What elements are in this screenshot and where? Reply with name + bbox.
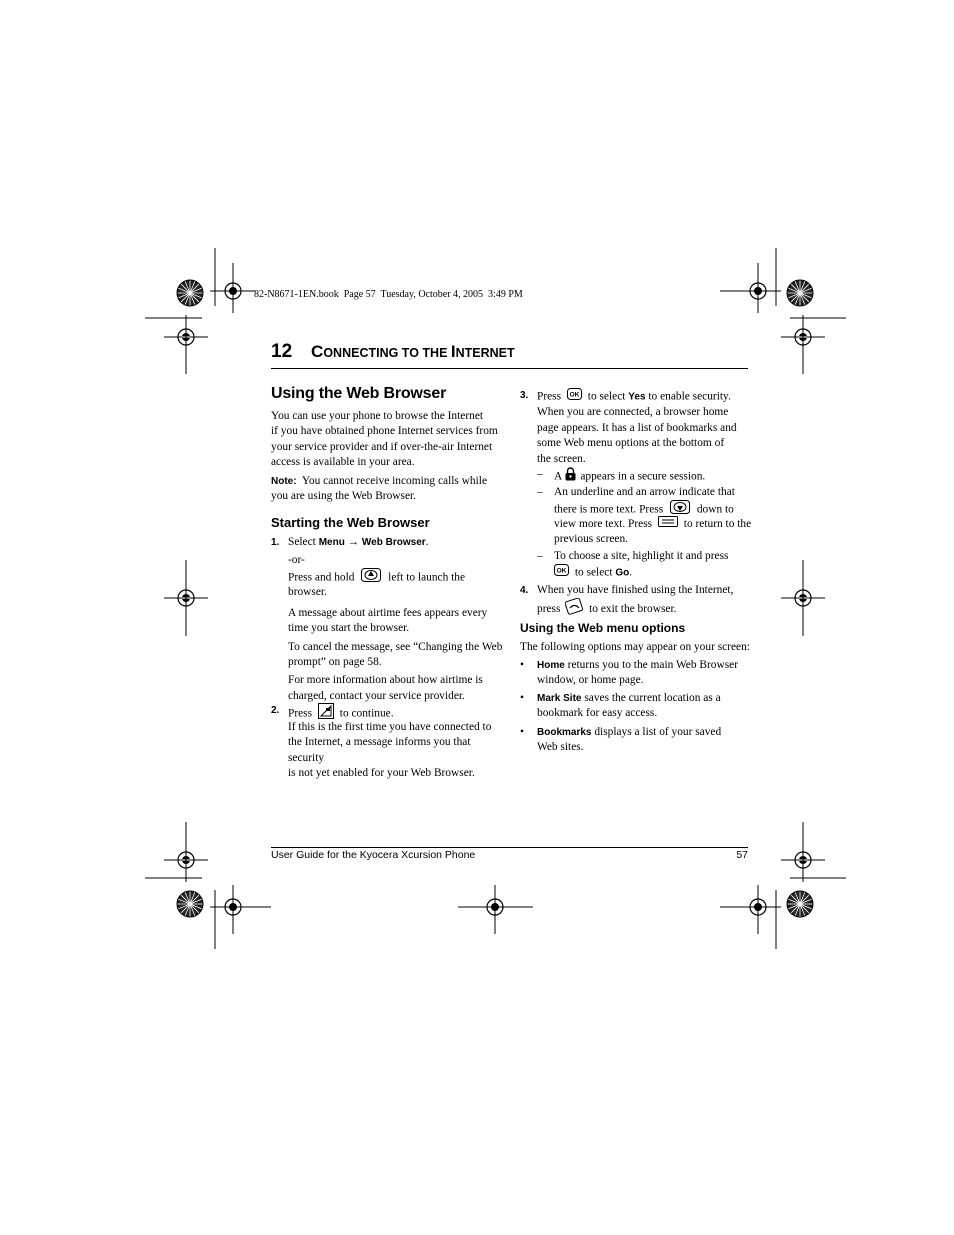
text-line: browser. [288,586,327,599]
text-line: some Web menu options at the bottom of [537,437,725,450]
section-heading: Using the Web Browser [271,385,447,402]
text: . [629,566,633,579]
text-line: When you have finished using the Internet, [537,584,734,596]
back-key-icon [658,516,678,532]
starburst-mark-icon [787,891,813,917]
web-browser-keyword: Web Browser [361,537,426,548]
chapter-title-cap: C [311,342,324,361]
list-item [520,658,755,689]
dash: – [537,550,543,562]
text: saves the current location as a [584,692,721,704]
text-line: Web sites. [537,741,584,754]
left-column [271,384,506,404]
step-number: 3. [520,390,529,401]
footer-title: User Guide for the Kyocera Xcursion Phone [271,849,476,861]
text: to select [574,566,613,579]
step-1 [271,535,506,550]
starburst-mark-icon [787,280,813,306]
text: to continue. [339,707,394,720]
chapter-title-small: ONNECTING TO THE [323,346,451,360]
nav-key-icon [361,568,381,587]
text-line: is not yet enabled for your Web Browser. [288,767,475,780]
text: view more text. Press [554,518,653,531]
text-line: the Internet, a message informs you that [288,736,471,749]
dash: – [537,468,543,480]
step-1-body [288,553,508,704]
text: to return to the [683,518,752,531]
text-line: A message about airtime fees appears every [288,606,488,619]
chapter-title-small: NTERNET [455,346,515,360]
text: A [554,470,562,483]
text-line: To choose a site, highlight it and press [554,550,729,562]
list-item [520,725,755,756]
text-line: bookmark for easy access. [537,707,658,720]
text-line: previous screen. [554,533,629,546]
ok-key-icon [554,564,569,581]
svg-text:OK: OK [556,567,567,575]
text-line: page appears. It has a list of bookmarks and [537,421,737,434]
text-line: An underline and an arrow indicate that [554,486,735,498]
text-line: the screen. [537,452,586,465]
text-line: If this is the first time you have connected to [288,721,492,733]
home-keyword: Home [537,660,565,671]
svg-text:OK: OK [569,391,580,399]
text-line: You cannot receive incoming calls while [301,475,488,487]
text-line: To cancel the message, see “Changing the Web [288,640,503,653]
text-line: For more information about how airtime is [288,674,483,687]
text-line: -or- [288,554,305,566]
list-item [520,691,755,722]
step-number: 1. [271,537,280,548]
dash: – [537,486,543,498]
bullet: • [520,726,524,738]
text-line: security [288,751,325,764]
ok-key-icon [567,388,582,405]
text: Press and hold [288,571,355,584]
yes-keyword: Yes [628,391,646,403]
text-line: When you are connected, a browser home [537,406,729,419]
step-4 [520,583,755,614]
text-line: window, or home page. [537,674,644,687]
text-line: access is available in your area. [271,456,415,469]
text: to select [587,390,626,403]
text: appears in a secure session. [580,470,706,483]
bullet: • [520,659,524,671]
subsection-heading: Starting the Web Browser [271,515,430,530]
text-line: time you start the browser. [288,622,410,635]
text-line: if you have obtained phone Internet services from [271,425,498,438]
text: . [425,536,429,548]
chapter-rule [271,368,748,369]
arrow: → [347,536,360,548]
options-intro: The following options may appear on your screen: [520,641,750,653]
text-line: you are using the Web Browser. [271,490,417,503]
text: Press [537,390,562,403]
subsection-heading: Using the Web menu options [520,621,686,635]
note-label: Note: [271,476,297,487]
bookmarks-keyword: Bookmarks [537,727,592,738]
text: down to [696,503,734,516]
text: left to launch the [388,571,466,584]
text-line: You can use your phone to browse the Internet [271,410,484,422]
dash-item [537,467,757,486]
dash-item [537,485,757,548]
menu-keyword: Menu [318,537,345,548]
step-3 [520,388,755,467]
starburst-mark-icon [177,280,203,306]
intro-paragraph [271,409,506,471]
page-number: 57 [736,849,748,861]
chapter-number: 12 [271,341,293,362]
starburst-mark-icon [177,891,203,917]
text-line: charged, contact your service provider. [288,689,465,702]
text: to enable security. [648,390,731,403]
dash-item [537,549,757,580]
bullet: • [520,692,524,704]
text-line: prompt” on page 58. [288,656,382,669]
go-keyword: Go [615,567,630,579]
text: press [537,603,561,616]
text: Select [288,536,316,548]
step-number: 2. [271,705,280,716]
chapter-title [271,341,515,363]
text: Press [288,707,313,720]
chapter-title-cap: I [450,342,456,361]
note [271,474,506,505]
print-header: 82-N8671-1EN.book Page 57 Tuesday, October 4, 2005 3:49 PM [254,289,523,300]
step-2-body [288,720,508,782]
text: to exit the browser. [589,603,677,616]
text: displays a list of your saved [594,726,722,738]
text: there is more text. Press [554,503,664,516]
step-number: 4. [520,585,529,596]
footer-rule [271,847,748,848]
text: returns you to the main Web Browser [567,659,738,671]
end-key-icon [565,598,584,620]
mark-site-keyword: Mark Site [537,693,582,704]
lock-icon [565,467,576,486]
text-line: your service provider and if over-the-air Internet [271,440,493,453]
